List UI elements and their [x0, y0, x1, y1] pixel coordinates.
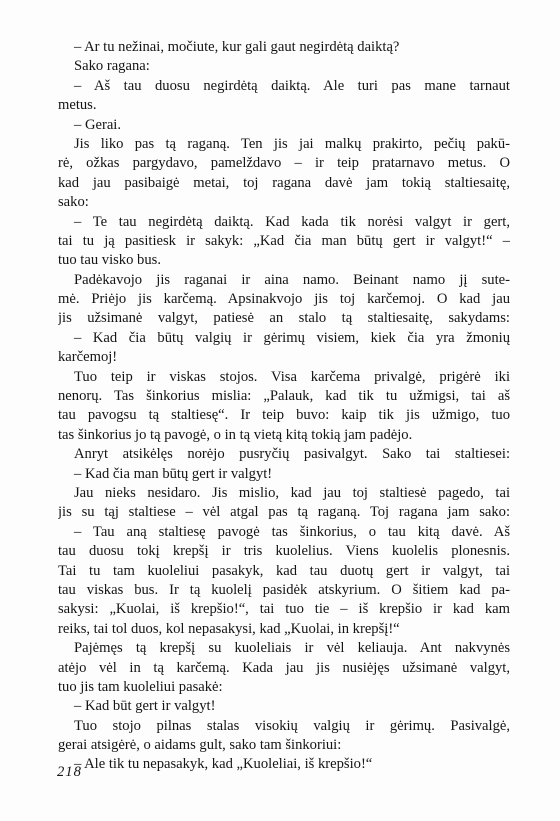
- text-line: reiks, tai tol duos, kol nepasakysi, kad „Kuolai, in krepšį!“: [58, 620, 400, 637]
- text-line: – Ale tik tu nepasakyk, kad „Kuoleliai, iš krepšio!“: [74, 756, 373, 773]
- text-line: Anryt atsikėlęs norėjo pusryčių pasivalgyt. Sako tai staltiesei:: [74, 446, 510, 463]
- text-line: – Gerai.: [74, 116, 122, 133]
- text-line: sako:: [58, 194, 89, 211]
- text-line: – Kad čia būtų valgių ir gėrimų visiem, kiek čia yra žmonių: [74, 329, 510, 346]
- text-line: Sako ragana:: [74, 58, 150, 75]
- text-line: karčemoj!: [58, 349, 118, 366]
- text-line: tuo tau visko bus.: [58, 252, 161, 269]
- text-line: rė, ožkas pargydavo, pamelždavo – ir teip pratarnavo metus. O: [58, 155, 510, 172]
- page-number: 218: [57, 764, 82, 780]
- text-line: tau pavogsu tą staltiesę“. Ir teip buvo: kaip tik jis užmigo, tuo: [58, 407, 510, 424]
- text-line: mė. Priėjo jis karčemą. Apsinakvojo jis toj karčemoj. O kad jau: [58, 291, 510, 308]
- text-line: Padėkavojo jis raganai ir aina namo. Beinant namo jį sute-: [74, 271, 510, 288]
- text-line: – Kad čia man būtų gert ir valgyt!: [74, 465, 273, 482]
- text-line: Jau nieks nesidaro. Jis mislio, kad jau toj staltiesė pagedo, tai: [74, 484, 510, 501]
- text-line: kad jau pasibaigė metai, toj ragana davė jam tokią staltiesaitę,: [58, 174, 510, 191]
- page-text-block: [58, 38, 510, 775]
- text-line: jis užsimanė valgyt, patiesė an stalo tą staltiesaitę, sakydams:: [58, 310, 510, 327]
- text-line: – Tau aną staltiesę pavogė tas šinkorius, o tau kitą davė. Aš: [74, 523, 510, 540]
- text-line: Pajėmęs tą krepšį su kuoleliais ir vėl keliauja. Ant nakvynės: [74, 640, 510, 657]
- text-line: – Ar tu nežinai, močiute, kur gali gaut negirdėtą daiktą?: [74, 39, 400, 55]
- text-line: nenorų. Tas šinkorius mislia: „Palauk, kad tik tu užmigsi, tai aš: [58, 388, 510, 405]
- text-line: Tai tu tam kuoleliui pasakyk, kad tau duotų gert ir valgyt, tai: [58, 562, 510, 579]
- text-line: gerai atsigėrė, o aidams gult, sako tam šinkoriui:: [58, 737, 342, 754]
- text-line: Jis liko pas tą raganą. Ten jis jai malkų prakirto, pečių pakū-: [74, 135, 510, 152]
- text-line: tas šinkorius jo tą pavogė, o in tą vietą kitą tokią jam padėjo.: [58, 426, 413, 443]
- text-line: – Aš tau duosu negirdėtą daiktą. Ale turi pas mane tarnaut: [74, 77, 510, 94]
- text-line: atėjo vėl in tą karčemą. Kada jau jis nusiėjęs užsimanė valgyt,: [58, 659, 510, 676]
- text-line: jis su tąj staltiese – vėl atgal pas tą raganą. Toj ragana jam sako:: [58, 504, 510, 521]
- text-line: – Te tau negirdėtą daiktą. Kad kada tik norėsi valgyt ir gert,: [74, 213, 510, 230]
- text-line: – Kad būt gert ir valgyt!: [74, 698, 216, 715]
- text-line: tau duosu tokį krepšį ir tris kuolelius. Viens kuolelis plonesnis.: [58, 543, 510, 560]
- text-line: tai tu ją pasitiesk ir sakyk: „Kad čia man būtų gert ir valgyt!“ –: [58, 232, 510, 249]
- text-line: sakysi: „Kuolai, iš krepšio!“, tai tuo tie – iš krepšio ir kad kam: [58, 601, 510, 618]
- text-line: tuo jis tam kuoleliui pasakė:: [58, 678, 223, 695]
- text-line: Tuo stojo pilnas stalas visokių valgių ir gėrimų. Pasivalgė,: [74, 717, 510, 734]
- text-line: tau viskas bus. Ir tą kuolelį pasidėk atskyrium. O šitiem kad pa-: [58, 581, 510, 598]
- text-line: Tuo teip ir viskas stojos. Visa karčema privalgė, prigėrė iki: [74, 368, 510, 385]
- text-line: metus.: [58, 97, 97, 114]
